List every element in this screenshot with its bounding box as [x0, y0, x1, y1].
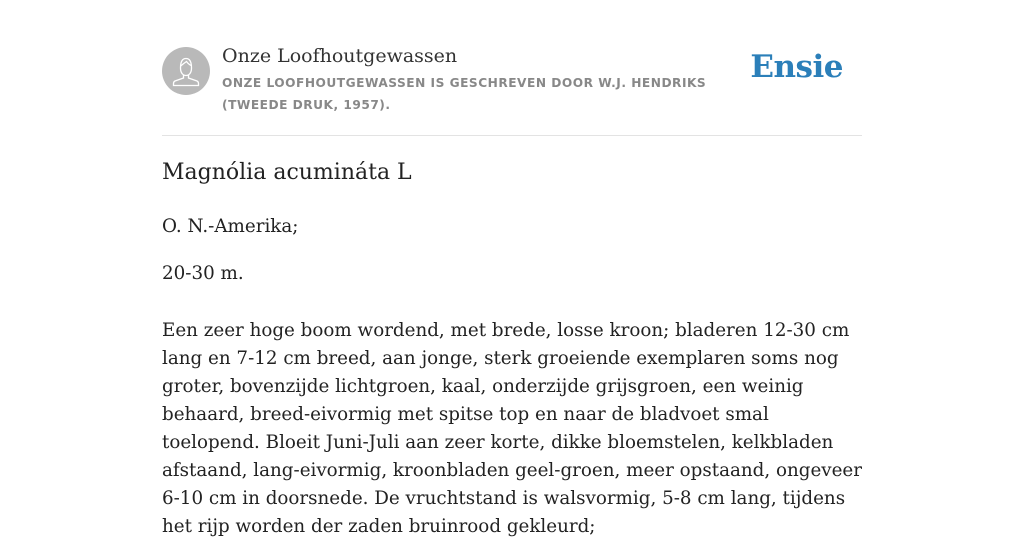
source-header [162, 0, 862, 136]
avatar[interactable] [162, 47, 210, 95]
source-description: ONZE LOOFHOUTGEWASSEN IS GESCHREVEN DOOR W.J. HENDRIKS (TWEEDE DRUK, 1957). [222, 76, 707, 112]
entry-title: Magnólia acumináta L [162, 160, 412, 185]
user-silhouette-icon [162, 47, 210, 95]
entry-description: Een zeer hoge boom wordend, met brede, losse kroon; bladeren 12-30 cm lang en 7-12 cm breed, aan jonge, sterk groeiende exemplaren soms nog groter, bovenzijde lichtgroen, kaal, onderzijde grijsgroen, een weinig behaard, breed-eivormig met spitse top en naar de bladvoet smal toelopend. Bloeit Juni-Juli aan zeer korte, dikke bloemstelen, kelkbladen afstaand, lang-eivormig, kroonbladen geel-groen, meer opstaand, ongeveer 6-10 cm in doorsnede. De vruchtstand is walsvormig, 5-8 cm lang, tijdens het rijp worden der zaden bruinrood gekleurd; [162, 320, 862, 537]
page [162, 0, 862, 537]
source-title[interactable]: Onze Loofhoutgewassen [222, 45, 458, 67]
entry-origin: O. N.-Amerika; [162, 216, 299, 237]
brand-logo[interactable]: Ensie [750, 49, 843, 85]
entry-height: 20-30 m. [162, 263, 244, 284]
